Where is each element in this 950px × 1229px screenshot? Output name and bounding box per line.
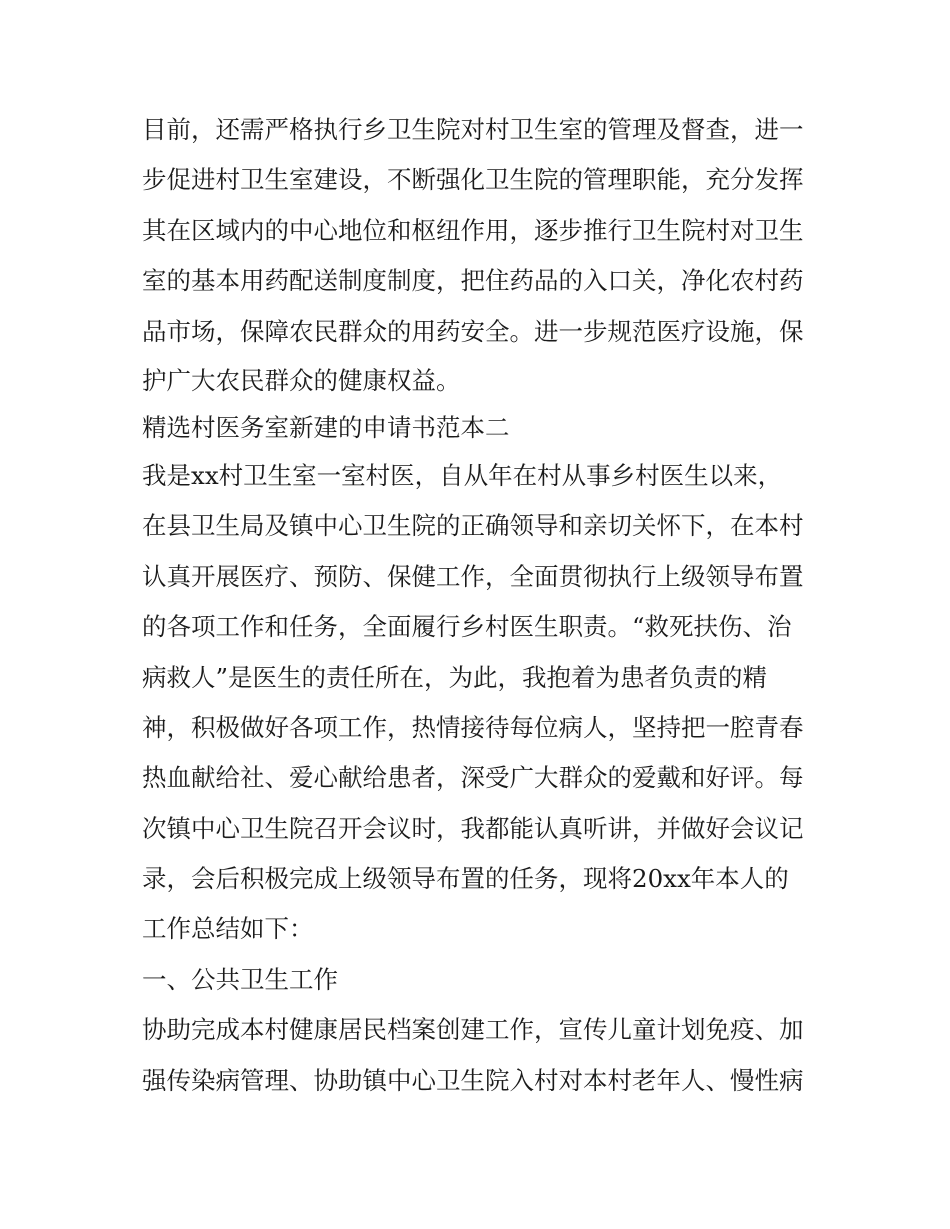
text-line: 强传染病管理、协助镇中心卫生院入村对本村老年人、慢性病: [142, 1065, 804, 1095]
text-line: 目前，还需严格执行乡卫生院对村卫生室的管理及督查，进一: [142, 115, 804, 144]
text-line: 我是xx村卫生室一室村医，自从年在村从事乡村医生以来，: [142, 460, 783, 490]
text-line: 认真开展医疗、预防、保健工作，全面贯彻执行上级领导布置: [142, 561, 804, 591]
text-line: 护广大农民群众的健康权益。: [142, 365, 461, 395]
text-line: 录，会后积极完成上级领导布置的任务，现将20xx年本人的: [142, 864, 789, 894]
document-body: [142, 105, 822, 1106]
text-line: 工作总结如下：: [142, 914, 314, 944]
text-line: 步促进村卫生室建设，不断强化卫生院的管理职能，充分发挥: [142, 165, 804, 195]
text-line: 热血献给社、爱心献给患者，深受广大群众的爱戴和好评。每: [142, 763, 804, 793]
text-line: 协助完成本村健康居民档案创建工作，宣传儿童计划免疫、加: [142, 1015, 804, 1045]
text-line: 品市场，保障农民群众的用药安全。进一步规范医疗设施，保: [142, 316, 804, 346]
section-heading: 精选村医务室新建的申请书范本二: [142, 412, 510, 442]
text-line: 室的基本用药配送制度制度，把住药品的入口关，净化农村药: [142, 266, 804, 296]
section-heading: 一、公共卫生工作: [142, 964, 338, 994]
text-line: 次镇中心卫生院召开会议时，我都能认真听讲，并做好会议记: [142, 813, 804, 843]
text-line: 病救人”是医生的责任所在，为此，我抱着为患者负责的精: [142, 662, 768, 692]
text-line: 在县卫生局及镇中心卫生院的正确领导和亲切关怀下，在本村: [142, 511, 804, 541]
text-line: 神，积极做好各项工作，热情接待每位病人，坚持把一腔青春: [142, 712, 804, 742]
text-line: 其在区域内的中心地位和枢纽作用，逐步推行卫生院村对卫生: [142, 215, 804, 245]
text-line: 的各项工作和任务，全面履行乡村医生职责。“救死扶伤、治: [142, 612, 792, 642]
